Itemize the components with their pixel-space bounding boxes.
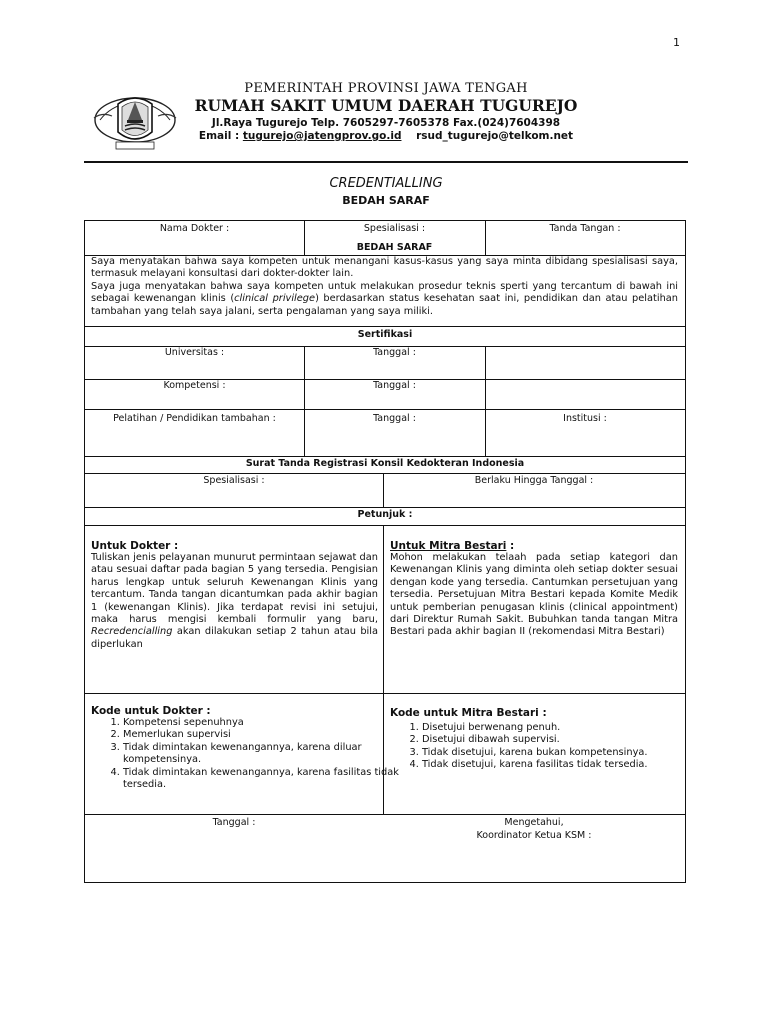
letterhead-email (160, 130, 612, 142)
untuk-mitra-text: Mohon melakukan telaah pada setiap kategori dan Kewenangan Klinis yang diminta oleh setiap dokter sesuai dengan kode yang tersedia. Cantumkan persetujuan yang tersedia. Persetujuan Mitra Bestari kepada Komite Medik untuk pemberian penugasan klinis (clinical appointment) dari Direktur Rumah Sakit. Bubuhkan tanda tangan Mitra Bestari pada akhir bagian II (rekomendasi Mitra Bestari) (390, 552, 678, 638)
letterhead-hospital: RUMAH SAKIT UMUM DAERAH TUGUREJO (194, 96, 578, 115)
petunjuk-heading: Petunjuk : (357, 509, 413, 520)
sertifikasi-heading: Sertifikasi (357, 329, 413, 340)
recredencialling-term: Recredencialling (91, 626, 173, 638)
koordinator-label: Koordinator Ketua KSM : (476, 830, 592, 841)
credential-form (84, 220, 686, 883)
list-item: 3. Tidak disetujui, karena bukan kompetensinya. (422, 747, 652, 759)
untuk-dokter-title: Untuk Dokter : (91, 540, 179, 552)
email-link-2[interactable]: rsud_tugurejo@telkom.net (416, 130, 574, 142)
tanggal-label: Tanggal : (373, 413, 416, 424)
statement-text: Saya juga menyatakan bahwa saya kompeten untuk melakukan prosedur teknis sperti yang tercantum di bawah ini sebagai kewenangan klinis ( (91, 281, 678, 305)
list-item: 4. Tidak dimintakan kewenangannya, karena fasilitas tidak tersedia. (123, 767, 403, 792)
kode-dokter-title: Kode untuk Dokter : (91, 705, 211, 717)
berlaku-label: Berlaku Hingga Tanggal : (474, 475, 594, 486)
list-item: 2. Memerlukan supervisi (123, 729, 403, 741)
statement-text: ) berdasarkan status kesehatan saat ini, pendidikan dan atau pelatihan tambahan yang telah saya jalani, serta pengalaman yang saya miliki. (91, 293, 679, 317)
nama-dokter-label: Nama Dokter : (159, 223, 230, 234)
list-item: 1. Kompetensi sepenuhnya (123, 717, 403, 729)
divider (85, 693, 685, 694)
spesialisasi-label: Spesialisasi : (363, 223, 426, 234)
tanggal-label: Tanggal : (373, 380, 416, 391)
list-item: 2. Disetujui dibawah supervisi. (422, 734, 652, 746)
divider (85, 326, 685, 327)
header-rule (84, 161, 688, 163)
kompetensi-label: Kompetensi : (163, 380, 226, 391)
mitra-title-text: Untuk Mitra Bestari (390, 540, 507, 552)
divider (85, 473, 685, 474)
pelatihan-label: Pelatihan / Pendidikan tambahan : (113, 413, 276, 424)
document-title: CREDENTIALLING (329, 176, 443, 191)
document-subtitle: BEDAH SARAF (342, 194, 430, 207)
statement-paragraph-2 (91, 281, 678, 318)
letterhead-address: Jl.Raya Tugurejo Telp. 7605297-7605378 Fax.(024)7604398 (211, 117, 561, 129)
spesialisasi-value: BEDAH SARAF (356, 242, 433, 253)
str-heading: Surat Tanda Registrasi Konsil Kedokteran Indonesia (245, 458, 525, 469)
instruction-text: Tuliskan jenis pelayanan munurut permintaan sejawat dan atau sesuai daftar pada bagian 5 yang tersedia. Pengisian harus lengkap untuk seluruh Kewenangan Klinis yang tercantum. Tanda tangan dicantumkan pada akhir bagian 1 (kewenangan Klinis). Jika terdapat revisi ini setujui, maka harus mengisi kembali formulir yang baru, (91, 552, 378, 626)
divider (85, 525, 685, 526)
page-number: 1 (673, 36, 680, 49)
letterhead-government: PEMERINTAH PROVINSI JAWA TENGAH (244, 81, 528, 96)
divider (85, 507, 685, 508)
divider (485, 346, 486, 456)
kode-mitra-title: Kode untuk Mitra Bestari : (390, 707, 547, 719)
statement-paragraph-1: Saya menyatakan bahwa saya kompeten untuk menangani kasus-kasus yang saya minta dibidang spesialisasi saya, termasuk melayani konsultasi dari dokter-dokter lain. (91, 256, 678, 280)
universitas-label: Universitas : (164, 347, 225, 358)
institusi-label: Institusi : (563, 413, 607, 424)
list-item: 4. Tidak disetujui, karena fasilitas tidak tersedia. (422, 759, 652, 771)
divider (85, 456, 685, 457)
divider (304, 346, 305, 456)
untuk-mitra-title (390, 540, 514, 552)
mengetahui-label: Mengetahui, (504, 817, 564, 828)
list-item: 1. Disetujui berwenang penuh. (422, 722, 652, 734)
clinical-privilege-term: clinical privilege (234, 293, 316, 305)
instruction-text: akan dilakukan setiap 2 tahun atau bila diperlukan (91, 626, 378, 650)
email-label: Email : (198, 130, 240, 142)
str-spesialisasi-label: Spesialisasi : (203, 475, 265, 486)
kode-dokter-list (91, 717, 403, 791)
divider (85, 409, 685, 410)
tanggal-label: Tanggal : (373, 347, 416, 358)
untuk-dokter-text (91, 552, 378, 651)
tanda-tangan-label: Tanda Tangan : (549, 223, 621, 234)
divider (85, 814, 685, 815)
list-item: 3. Tidak dimintakan kewenangannya, karena diluar kompetensinya. (123, 742, 403, 767)
kode-mitra-list (390, 722, 652, 772)
mitra-title-colon: : (506, 540, 515, 552)
footer-tanggal-label: Tanggal : (212, 817, 256, 828)
email-link-1[interactable]: tugurejo@jatengprov.go.id (242, 130, 402, 142)
